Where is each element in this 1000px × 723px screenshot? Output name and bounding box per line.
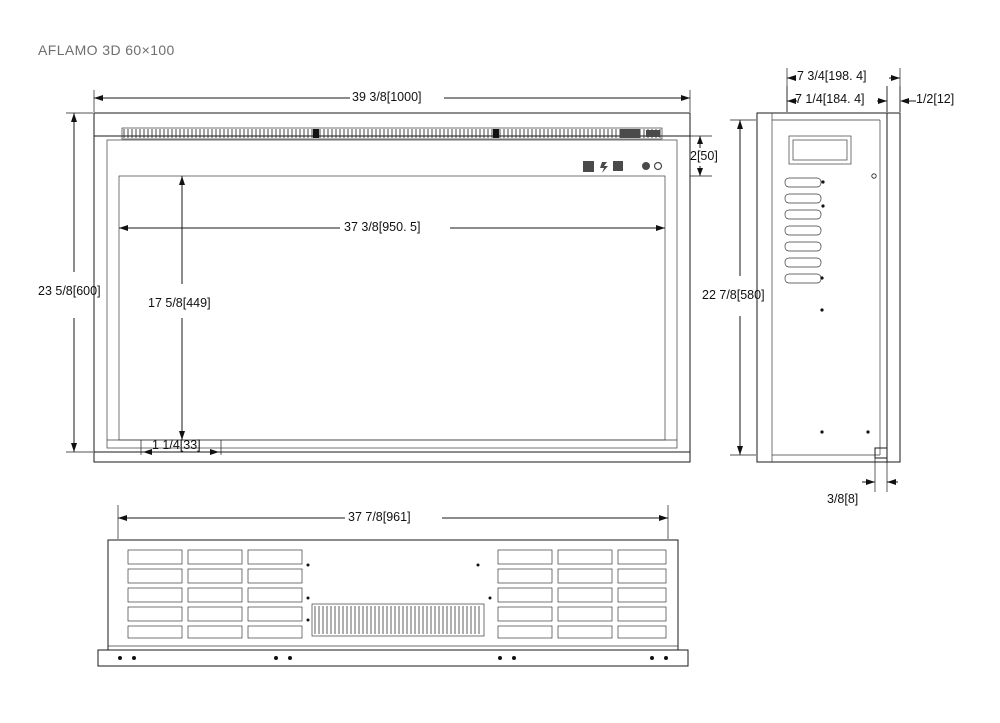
dim-side-depth-outer: 7 3/4[198. 4] (797, 69, 867, 83)
side-view-geometry (757, 113, 900, 462)
dim-front-inner-height: 17 5/8[449] (148, 296, 211, 310)
dim-front-height-left: 23 5/8[600] (38, 284, 101, 298)
side-view-dimensions (730, 68, 916, 492)
front-view-dimensions (66, 90, 712, 455)
dim-side-depth-inner: 7 1/4[184. 4] (795, 92, 865, 106)
dim-front-inner-width: 37 3/8[950. 5] (344, 220, 421, 234)
dim-side-flange: 1/2[12] (916, 92, 955, 106)
front-control-icons (583, 161, 662, 173)
dim-top-width: 37 7/8[961] (348, 510, 411, 524)
front-view-geometry (94, 113, 690, 462)
dim-front-top-band: 2[50] (690, 149, 718, 163)
top-view-geometry (98, 540, 688, 666)
side-louvers (785, 178, 821, 283)
top-right-louvers (498, 550, 666, 638)
dim-side-height: 22 7/8[580] (702, 288, 765, 302)
dim-front-width-top: 39 3/8[1000] (352, 90, 422, 104)
dim-front-bottom-offset: 1 1/4[33] (152, 438, 201, 452)
dim-side-foot: 3/8[8] (827, 492, 859, 506)
drawing-title: AFLAMO 3D 60×100 (38, 42, 175, 58)
top-left-louvers (128, 550, 302, 638)
